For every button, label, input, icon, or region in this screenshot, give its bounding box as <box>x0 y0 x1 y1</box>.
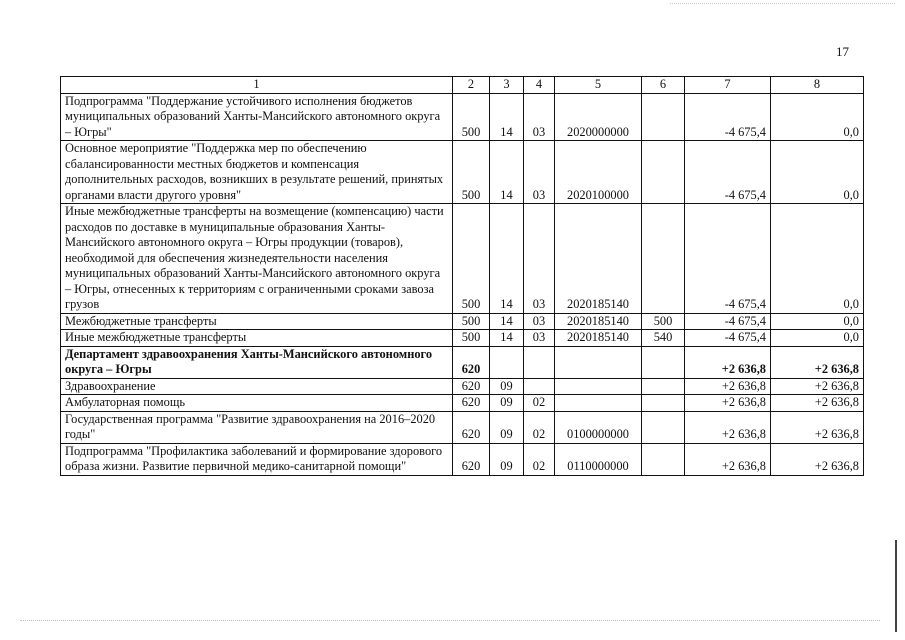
row-name: Государственная программа "Развитие здравоохранения на 2016–2020 годы" <box>61 411 453 443</box>
scan-edge-line <box>895 540 897 632</box>
cell-expense-type: 500 <box>642 313 685 330</box>
cell-section: 09 <box>490 411 524 443</box>
table-row <box>61 313 864 330</box>
page-number: 17 <box>836 44 849 59</box>
cell-subsection: 03 <box>524 313 555 330</box>
header-cell: 1 <box>61 77 453 94</box>
cell-expense-type <box>642 93 685 141</box>
cell-admin-code: 500 <box>453 330 490 347</box>
cell-amount-2: +2 636,8 <box>771 378 864 395</box>
cell-amount-1: -4 675,4 <box>685 93 771 141</box>
cell-target-article <box>555 346 642 378</box>
table-row <box>61 93 864 141</box>
cell-expense-type <box>642 378 685 395</box>
header-cell: 5 <box>555 77 642 94</box>
cell-amount-1: -4 675,4 <box>685 141 771 204</box>
header-cell: 3 <box>490 77 524 94</box>
cell-target-article: 2020185140 <box>555 330 642 347</box>
cell-amount-1: +2 636,8 <box>685 378 771 395</box>
table-row <box>61 443 864 475</box>
header-cell: 4 <box>524 77 555 94</box>
row-name: Подпрограмма "Профилактика заболеваний и формирование здорового образа жизни. Развитие первичной медико-санитарной помощи" <box>61 443 453 475</box>
table-header-row <box>61 77 864 94</box>
table-row <box>61 141 864 204</box>
cell-section: 09 <box>490 443 524 475</box>
budget-table <box>60 76 864 476</box>
row-name: Межбюджетные трансферты <box>61 313 453 330</box>
cell-amount-1: +2 636,8 <box>685 443 771 475</box>
cell-target-article: 2020185140 <box>555 204 642 314</box>
cell-amount-1: -4 675,4 <box>685 313 771 330</box>
cell-section: 09 <box>490 395 524 412</box>
cell-target-article: 0110000000 <box>555 443 642 475</box>
cell-amount-2: 0,0 <box>771 93 864 141</box>
cell-expense-type <box>642 411 685 443</box>
cell-amount-2: +2 636,8 <box>771 346 864 378</box>
cell-admin-code: 620 <box>453 411 490 443</box>
cell-target-article: 2020100000 <box>555 141 642 204</box>
cell-expense-type <box>642 443 685 475</box>
cell-amount-1: +2 636,8 <box>685 346 771 378</box>
cell-admin-code: 500 <box>453 313 490 330</box>
cell-subsection: 03 <box>524 141 555 204</box>
cell-section: 14 <box>490 93 524 141</box>
cell-subsection <box>524 346 555 378</box>
cell-admin-code: 620 <box>453 346 490 378</box>
cell-target-article: 2020000000 <box>555 93 642 141</box>
cell-subsection: 03 <box>524 93 555 141</box>
cell-expense-type <box>642 141 685 204</box>
cell-amount-2: +2 636,8 <box>771 395 864 412</box>
cell-section: 14 <box>490 313 524 330</box>
cell-subsection: 02 <box>524 395 555 412</box>
cell-amount-2: 0,0 <box>771 141 864 204</box>
row-name: Амбулаторная помощь <box>61 395 453 412</box>
table-row <box>61 378 864 395</box>
table-row <box>61 346 864 378</box>
row-name: Иные межбюджетные трансферты <box>61 330 453 347</box>
cell-section: 14 <box>490 330 524 347</box>
cell-subsection: 03 <box>524 330 555 347</box>
row-name: Иные межбюджетные трансферты на возмещение (компенсацию) части расходов по доставке в муниципальные образования Ханты-Мансийского автономного округа – Югры продукции (товаров), необходимой для обеспечения жизнедеятельности населения муниципальных образований Ханты-Мансийского автономного округа – Югры, отнесенных к территориям с ограниченными сроками завоза грузов <box>61 204 453 314</box>
cell-amount-2: 0,0 <box>771 330 864 347</box>
cell-amount-2: +2 636,8 <box>771 411 864 443</box>
cell-subsection <box>524 378 555 395</box>
cell-amount-1: +2 636,8 <box>685 411 771 443</box>
cell-expense-type <box>642 395 685 412</box>
cell-target-article: 0100000000 <box>555 411 642 443</box>
row-name: Подпрограмма "Поддержание устойчивого исполнения бюджетов муниципальных образований Ханты-Мансийского автономного округа – Югры" <box>61 93 453 141</box>
cell-admin-code: 620 <box>453 443 490 475</box>
row-name: Основное мероприятие "Поддержка мер по обеспечению сбалансированности местных бюджетов и компенсация дополнительных расходов, возникших в результате решений, принятых органами власти другого уровня" <box>61 141 453 204</box>
cell-admin-code: 500 <box>453 141 490 204</box>
cell-amount-1: -4 675,4 <box>685 330 771 347</box>
scan-artifact-bottom <box>20 620 880 622</box>
header-cell: 7 <box>685 77 771 94</box>
header-cell: 6 <box>642 77 685 94</box>
cell-subsection: 02 <box>524 443 555 475</box>
cell-admin-code: 620 <box>453 378 490 395</box>
table-row <box>61 204 864 314</box>
scan-artifact-top <box>670 3 895 5</box>
table-row <box>61 330 864 347</box>
cell-target-article: 2020185140 <box>555 313 642 330</box>
cell-section: 14 <box>490 141 524 204</box>
cell-section <box>490 346 524 378</box>
row-name: Здравоохранение <box>61 378 453 395</box>
cell-amount-2: +2 636,8 <box>771 443 864 475</box>
cell-subsection: 02 <box>524 411 555 443</box>
cell-amount-2: 0,0 <box>771 313 864 330</box>
header-cell: 2 <box>453 77 490 94</box>
row-name: Департамент здравоохранения Ханты-Мансийского автономного округа – Югры <box>61 346 453 378</box>
cell-section: 14 <box>490 204 524 314</box>
cell-expense-type <box>642 204 685 314</box>
cell-subsection: 03 <box>524 204 555 314</box>
cell-expense-type <box>642 346 685 378</box>
cell-amount-2: 0,0 <box>771 204 864 314</box>
cell-amount-1: +2 636,8 <box>685 395 771 412</box>
table-row <box>61 395 864 412</box>
cell-section: 09 <box>490 378 524 395</box>
cell-target-article <box>555 395 642 412</box>
cell-amount-1: -4 675,4 <box>685 204 771 314</box>
cell-admin-code: 500 <box>453 204 490 314</box>
table-row <box>61 411 864 443</box>
header-cell: 8 <box>771 77 864 94</box>
cell-expense-type: 540 <box>642 330 685 347</box>
cell-admin-code: 500 <box>453 93 490 141</box>
cell-target-article <box>555 378 642 395</box>
cell-admin-code: 620 <box>453 395 490 412</box>
